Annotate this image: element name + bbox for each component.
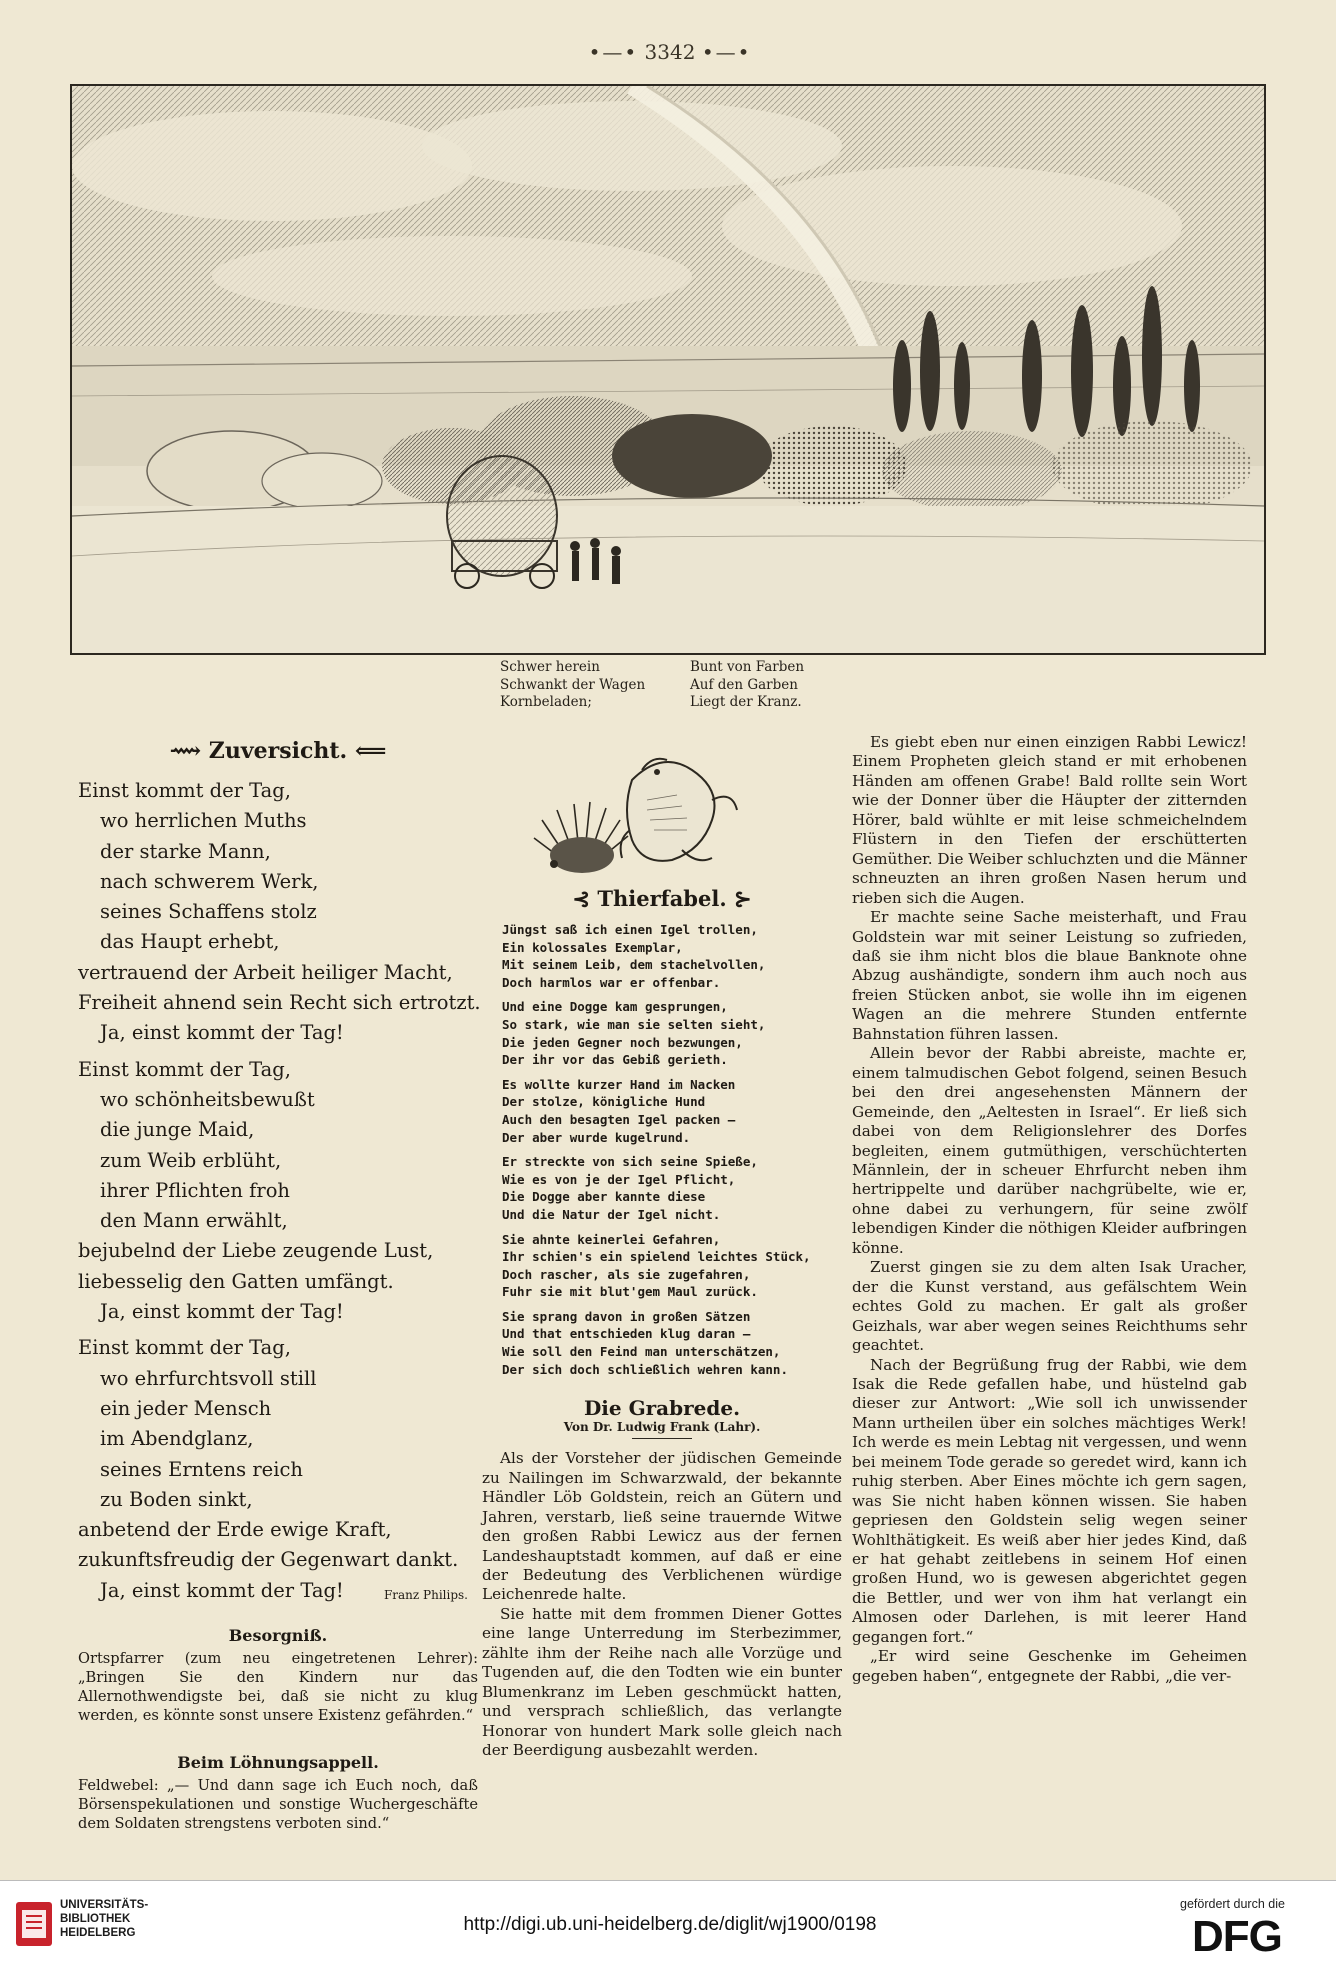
poem-line: liebesselig den Gatten umfängt. [78,1269,394,1293]
heading-ornament-icon: ⟿ [169,738,209,764]
fable-line: So stark, wie man sie selten sieht, [502,1016,766,1032]
grabrede-byline: Von Dr. Ludwig Frank (Lahr). [563,1420,761,1435]
fable-line: Und that entschieden klug daran — [502,1326,751,1342]
grabrede-title: Die Grabrede. [583,1396,741,1421]
heading-ornament-icon: ⟸ [347,738,387,764]
caption-line: Bunt von Farben [690,659,805,675]
grabrede-paragraph: Er machte seine Sache meisterhaft, und Frau Goldstein war mit seiner Leistung so zufrieden, daß sie ihm nicht blos die blaue Banknote ohne Abzug aushändigte, sondern ihm auch noch aus freien Stücken anbot, sie wolle ihn im eigenen Wagen an die mehrere Stunden entfernte Bahnstation führen lassen. [852,908,1247,1043]
middle-column [482,740,842,1761]
left-column [78,738,481,1833]
caption-line: Schwer herein [500,659,600,675]
harvest-illustration [70,84,1266,655]
permalink-url[interactable]: http://digi.ub.uni-heidelberg.de/diglit/wj1900/0198 [463,1914,877,1935]
page-number [540,40,800,64]
poem-line: zum Weib erblüht, [100,1148,282,1172]
heading-ornament-icon: ⊱ [726,886,752,911]
fable-line: Die Dogge aber kannte diese [502,1189,706,1205]
fable-stanza [502,921,842,991]
poem-line: Ja, einst kommt der Tag! [100,1578,344,1602]
poem-line: vertrauend der Arbeit heiliger Macht, [78,960,453,984]
fable-line: Der aber wurde kugelrund. [502,1129,691,1145]
library-line: BIBLIOTHEK [60,1913,131,1925]
loehnungsappell-title: Beim Löhnungsappell. [177,1753,379,1773]
poem-line: der starke Mann, [100,839,271,863]
poem-line: zukunftsfreudig der Gegenwart dankt. [78,1548,459,1572]
loehnungsappell-text: Feldwebel: „— Und dann sage ich Euch noch, daß Börsenspekulationen und sonstige Wuchergeschäfte dem Soldaten strengstens verboten sind.“ [78,1777,478,1833]
fable-line: Sie sprang davon in großen Sätzen [502,1308,751,1324]
right-column [852,733,1247,1686]
poem-line: seines Erntens reich [100,1457,303,1481]
page-number-value: 3342 [644,40,696,64]
zuversicht-poem [78,776,481,1606]
poem-line: Einst kommt der Tag, [78,779,291,802]
divider [632,1438,692,1439]
library-line: HEIDELBERG [60,1927,136,1939]
thierfabel-heading [482,886,842,911]
zuversicht-heading [78,738,478,764]
poem-line: bejubelnd der Liebe zeugende Lust, [78,1239,434,1263]
fable-line: Wie soll den Feind man unterschätzen, [502,1344,781,1360]
fable-line: Der ihr vor das Gebiß gerieth. [502,1052,728,1068]
poem-line: seines Schaffens stolz [100,900,317,924]
fable-line: Wie es von je der Igel Pflicht, [502,1171,736,1187]
poem-line: den Mann erwählt, [100,1209,288,1233]
grabrede-paragraph: Zuerst gingen sie zu dem alten Isak Uracher, der die Kunst verstand, aus gefälschtem Wein echtes Gold zu machen. Er galt als großer Geizhals, war aber wegen seines Reichthums sehr geachtet. [852,1258,1247,1355]
poem-line: nach schwerem Werk, [100,869,319,893]
zuversicht-author: Franz Philips. [383,1588,468,1603]
fable-stanza [502,1153,842,1223]
fable-line: Und die Natur der Igel nicht. [502,1206,721,1222]
caption-line: Kornbeladen; [500,694,592,710]
fable-stanza [502,998,842,1068]
poem-line: ihrer Pflichten froh [100,1178,290,1202]
grabrede-paragraph: Allein bevor der Rabbi abreiste, machte er, einem talmudischen Gebot folgend, seinen Besuch bei den drei angesehensten Männern der Gemeinde, den „Aeltesten in Israel“. Er ließ sich dabei von dem Religionslehrer des Dorfes begleiten, einem gutmüthigen, verschüchterten Männlein, der in scheuer Ehrfurcht neben ihm hertrippelte und darüber nachgrübelte, wie er, ohne dabei zu verhungern, für seine zwölf lebendigen Kinder die nöthigen Kleider aufbringen könne. [852,1044,1247,1257]
illustration-caption-left [500,659,645,712]
fable-line: Und eine Dogge kam gesprungen, [502,999,728,1015]
poem-line: im Abendglanz, [100,1427,254,1451]
grabrede-paragraph: Als der Vorsteher der jüdischen Gemeinde zu Nailingen im Schwarzwald, der bekannte Händler Löb Goldstein, reich an Gütern und Jahren, verstarb, ließ seine trauernde Witwe den großen Rabbi Lewicz aus der fernen Landeshauptstadt kommen, auf daß er eine der Bedeutung des Verblichenen würdige Leichenrede halte. [482,1449,842,1604]
fable-line: Doch harmlos war er offenbar. [502,974,721,990]
poem-line: ein jeder Mensch [100,1396,272,1420]
fable-line: Der stolze, königliche Hund [502,1094,706,1110]
library-line: UNIVERSITÄTS- [60,1899,149,1911]
fable-stanza [502,1308,842,1378]
poem-line: wo schönheitsbewußt [100,1087,315,1111]
university-seal-icon [14,1900,54,1948]
thierfabel-title: Thierfabel. [597,886,727,911]
fable-line: Er streckte von sich seine Spieße, [502,1154,758,1170]
fable-line: Jüngst saß ich einen Igel trollen, [502,922,758,937]
poem-line: das Haupt erhebt, [100,930,280,954]
fable-illustration [482,740,842,880]
caption-line: Auf den Garben [690,676,798,693]
poem-line: zu Boden sinkt, [100,1487,253,1511]
poem-line: wo herrlichen Muths [100,809,307,833]
grabrede-paragraph: Es giebt eben nur einen einzigen Rabbi Lewicz! Einem Propheten gleich stand er mit erhobenen Händen am offenen Grabe! Bald rollte sein Wort wie der Donner über die Häupter der zitternden Hörer, bald wühlte er mit leise schmeichelndem Flüstern in den Tiefen der erschütterten Gemüther. Die Weiber schluchzten und die Männer schneuzten an ihren großen Nasen herum und rieben sich die Augen. [852,733,1247,907]
poem-line: Freiheit ahnend sein Recht sich ertrotzt. [78,991,481,1015]
library-name [60,1898,148,1940]
grabrede-paragraph: Sie hatte mit dem frommen Diener Gottes eine lange Unterredung im Sterbezimmer, zählte ihm der Reihe nach alle Vorzüge und Tugenden auf, die den Todten wie ein bunter Blumenkranz im Leben geschmückt hatten, und versprach schließlich, das verlangte Honorar von hundert Mark solle gleich nach der Beerdigung ausbezahlt werden. [482,1604,842,1760]
besorgniss-title: Besorgniß. [228,1626,328,1646]
illustration-caption-right [690,659,804,712]
fable-line: Der sich doch schließlich wehren kann. [502,1361,788,1377]
poem-line: wo ehrfurchtsvoll still [100,1366,317,1390]
poem-line: anbetend der Erde ewige Kraft, [78,1518,392,1542]
grabrede-paragraph: Nach der Begrüßung frug der Rabbi, wie dem Isak die Rede gefallen habe, und hüstelnd gab dieser zur Antwort: „Wie soll ich unwissender Mann urtheilen über ein solches mächtiges Werk! Ich werde es mein Lebtag nit vergessen, und wenn bei meinem Tode gerade so geredet wird, kann ich ruhig sterben. Aber Eines möchte ich gern sagen, was Sie nicht haben können wissen. Sie haben gepriesen den Goldstein selig wegen seiner Wohlthätigkeit. Es weiß aber hier jedes Kind, daß er hat gehabt zeitlebens in seinem Hof einen großen Hund, wo is gewesen abgerichtet gegen die Bettler, und wer von ihm hat verlangt ein Almosen oder Darlehen, is mit leerer Hand gegangen fort.“ [852,1355,1247,1646]
fable-stanza [502,1231,842,1301]
page-number-ornament-left: •—• [588,40,639,64]
fable-line: Ihr schien's ein spielend leichtes Stück, [502,1249,811,1265]
besorgniss-text: Ortspfarrer (zum neu eingetretenen Lehrer): „Bringen Sie den Kindern nur das Allernothwendigste bei, daß sie nicht zu klug werden, es könnte sonst unsere Existenz gefährden.“ [78,1650,478,1725]
heading-ornament-icon: ⊰ [572,886,598,911]
page-number-ornament-right: •—• [701,40,752,64]
poem-line: Einst kommt der Tag, [78,1057,291,1081]
harvest-landscape-drawing [72,86,1264,653]
poem-line: Ja, einst kommt der Tag! [100,1021,344,1045]
poem-line: die junge Maid, [100,1118,255,1142]
poem-line: Ja, einst kommt der Tag! [100,1300,344,1324]
caption-line: Schwankt der Wagen [500,676,646,693]
fable-line: Sie ahnte keinerlei Gefahren, [502,1231,721,1247]
caption-line: Liegt der Kranz. [690,694,802,710]
fable-line: Die jeden Gegner noch bezwungen, [502,1034,743,1050]
grabrede-paragraph: „Er wird seine Geschenke im Geheimen gegeben haben“, entgegnete der Rabbi, „die ver- [852,1647,1247,1685]
dfg-logo: DFG [1192,1912,1282,1961]
fable-line: Ein kolossales Exemplar, [502,939,683,955]
fable-line: Mit seinem Leib, dem stachelvollen, [502,957,766,973]
funding-text: gefördert durch die [1180,1897,1285,1911]
fable-line: Doch rascher, als sie zugefahren, [502,1266,751,1282]
thierfabel-poem [482,921,842,1378]
fable-line: Fuhr sie mit blut'gem Maul zurück. [502,1284,758,1300]
dog-and-hedgehog-drawing [482,740,842,880]
zuversicht-title: Zuversicht. [208,738,348,764]
fable-line: Es wollte kurzer Hand im Nacken [502,1076,736,1092]
fable-stanza [502,1076,842,1146]
poem-line: Einst kommt der Tag, [78,1336,291,1360]
fable-line: Auch den besagten Igel packen — [502,1111,736,1127]
